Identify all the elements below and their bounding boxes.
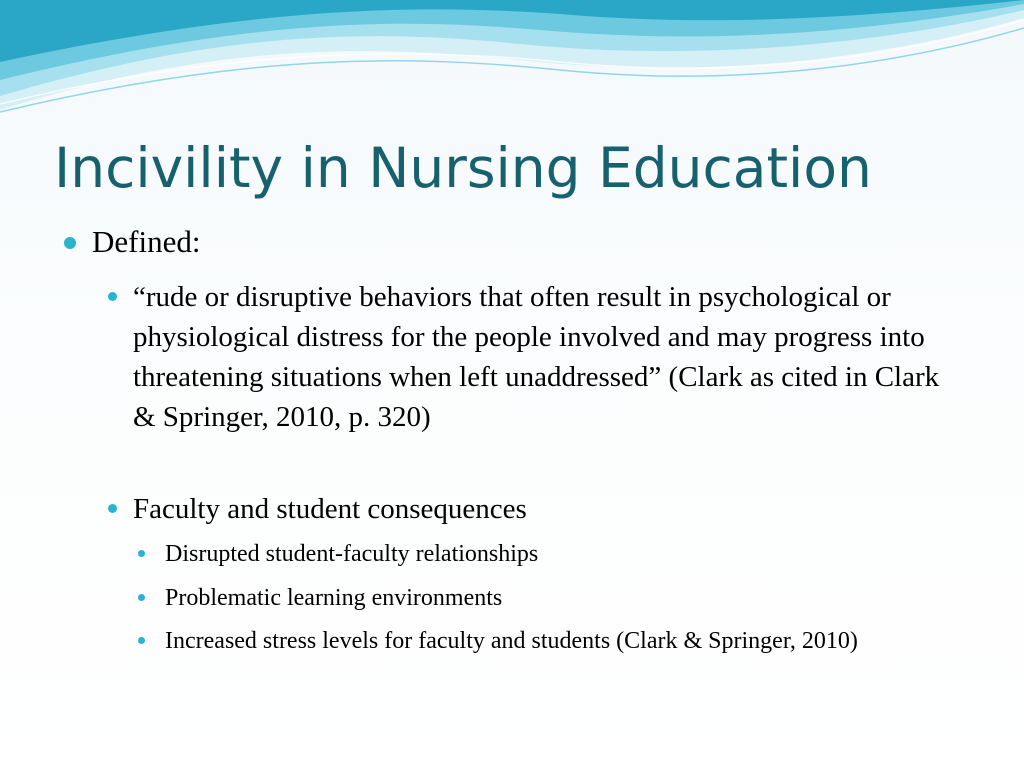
- bullet-dot-icon: [108, 504, 117, 513]
- header-wave-decoration: [0, 0, 1024, 120]
- bullet-text: Disrupted student-faculty relationships: [165, 541, 539, 567]
- bullet-dot-icon: [138, 550, 145, 557]
- bullet-definition-quote: [133, 277, 953, 437]
- bullet-text: Defined:: [92, 224, 201, 259]
- bullet-text: “rude or disruptive behaviors that often result in psychological or physiological distress for the people involved and may progress into threatening situations when left unaddressed” (Clark as cited in Clark & Springer, 2010, p. 320): [133, 281, 940, 433]
- bullet-dot-icon: [64, 237, 76, 249]
- sub-bullet-item: [165, 536, 925, 572]
- bullet-defined: [92, 222, 200, 262]
- bullet-consequences: [133, 489, 953, 529]
- bullet-dot-icon: [138, 594, 145, 601]
- bullet-text: Problematic learning environments: [165, 585, 503, 611]
- bullet-text: Faculty and student consequences: [133, 493, 527, 525]
- bullet-text: Increased stress levels for faculty and students (Clark & Springer, 2010): [165, 628, 858, 654]
- sub-bullet-item: [165, 580, 925, 616]
- sub-bullet-item: [165, 623, 925, 659]
- bullet-dot-icon: [138, 637, 145, 644]
- slide-title: Incivility in Nursing Education: [54, 136, 872, 200]
- bullet-dot-icon: [108, 292, 117, 301]
